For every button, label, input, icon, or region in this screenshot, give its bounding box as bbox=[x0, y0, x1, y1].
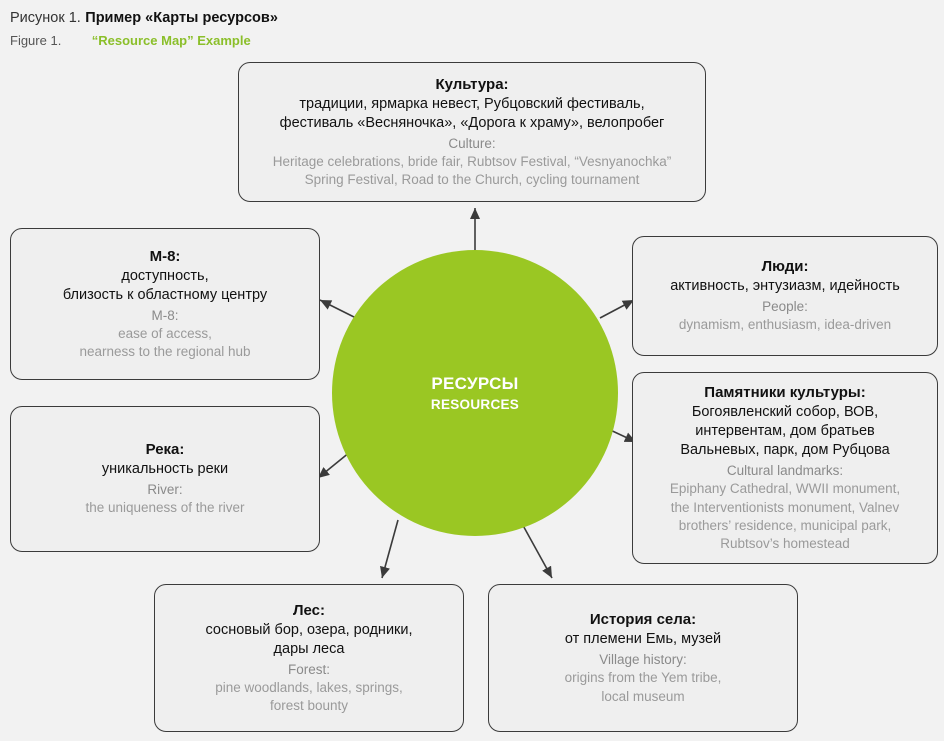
node-river-en-line-1: the uniqueness of the river bbox=[85, 500, 245, 516]
node-forest-ru-line-1: сосновый бор, озера, родники, bbox=[205, 621, 413, 638]
node-landmarks-ru-line-3: Вальневых, парк, дом Рубцова bbox=[680, 442, 890, 459]
caption-english-line bbox=[10, 29, 610, 52]
caption-en-label: Figure 1. bbox=[10, 33, 62, 49]
node-river-en-title: River: bbox=[147, 482, 183, 498]
node-landmarks-en-line-4: Rubtsov’s homestead bbox=[720, 535, 850, 551]
node-landmarks-en-line-2: the Interventionists monument, Valnev bbox=[670, 499, 900, 515]
node-history-ru-line-1: от племени Емь, музей bbox=[564, 631, 722, 648]
node-forest-en-title: Forest: bbox=[287, 661, 330, 677]
node-river bbox=[10, 406, 320, 552]
node-forest-en-line-1: pine woodlands, lakes, springs, bbox=[215, 679, 403, 695]
node-landmarks-ru-line-2: интервентам, дом братьев bbox=[695, 423, 875, 440]
node-m8 bbox=[10, 228, 320, 380]
node-landmarks-en-title: Cultural landmarks: bbox=[726, 463, 844, 479]
caption-russian-line bbox=[10, 6, 610, 29]
node-cultural-landmarks bbox=[632, 372, 938, 564]
node-landmarks-ru-line-1: Богоявленский собор, ВОВ, bbox=[691, 404, 879, 421]
arrow-to-history bbox=[520, 520, 552, 578]
node-m8-ru-title: М-8: bbox=[149, 247, 181, 265]
node-culture-en-line-2: Spring Festival, Road to the Church, cycling tournament bbox=[304, 172, 640, 188]
node-culture-ru-title: Культура: bbox=[435, 75, 509, 93]
node-people-en-line-1: dynamism, enthusiasm, idea-driven bbox=[678, 317, 892, 333]
node-village-history bbox=[488, 584, 798, 732]
node-culture-ru-line-2: фестиваль «Весняночка», «Дорога к храму», велопробег bbox=[279, 114, 665, 131]
node-m8-en-line-2: nearness to the regional hub bbox=[79, 344, 251, 360]
node-m8-en-line-1: ease of access, bbox=[118, 325, 212, 341]
caption-ru-title: Пример «Карты ресурсов» bbox=[85, 10, 278, 26]
node-history-en-title: Village history: bbox=[599, 652, 687, 668]
node-forest-en-line-2: forest bounty bbox=[269, 698, 349, 714]
node-people-ru-line-1: активность, энтузиазм, идейность bbox=[670, 278, 900, 295]
node-m8-ru-line-2: близость к областному центру bbox=[62, 286, 268, 303]
node-culture-ru-line-1: традиции, ярмарка невест, Рубцовский фестиваль, bbox=[299, 95, 645, 112]
caption-en-title: “Resource Map” Example bbox=[91, 33, 251, 49]
arrow-to-people bbox=[600, 300, 634, 318]
node-river-ru-line-1: уникальность реки bbox=[101, 461, 229, 478]
node-culture-en-title: Culture: bbox=[448, 135, 496, 151]
center-label-en: RESOURCES bbox=[430, 397, 520, 412]
node-culture bbox=[238, 62, 706, 202]
center-node-resources bbox=[332, 250, 618, 536]
node-landmarks-en-line-3: brothers’ residence, municipal park, bbox=[678, 517, 892, 533]
node-forest bbox=[154, 584, 464, 732]
node-culture-en-line-1: Heritage celebrations, bride fair, Rubtsov Festival, “Vesnyanochka” bbox=[272, 153, 672, 169]
node-history-en-line-1: origins from the Yem tribe, bbox=[564, 670, 722, 686]
node-m8-en-title: M-8: bbox=[151, 307, 179, 323]
arrow-to-river bbox=[318, 452, 350, 478]
node-people bbox=[632, 236, 938, 356]
caption-ru-label: Рисунок 1. bbox=[10, 10, 81, 26]
node-river-ru-title: Река: bbox=[145, 441, 185, 459]
center-label-ru: РЕСУРСЫ bbox=[431, 374, 519, 393]
node-landmarks-en-line-1: Epiphany Cathedral, WWII monument, bbox=[669, 481, 901, 497]
node-people-ru-title: Люди: bbox=[761, 258, 809, 276]
arrow-to-forest bbox=[382, 520, 398, 578]
node-landmarks-ru-title: Памятники культуры: bbox=[704, 384, 866, 402]
node-m8-ru-line-1: доступность, bbox=[121, 267, 209, 284]
node-history-ru-title: История села: bbox=[589, 611, 697, 629]
node-forest-ru-line-2: дары леса bbox=[273, 640, 345, 657]
figure-caption bbox=[10, 6, 610, 52]
node-forest-ru-title: Лес: bbox=[292, 601, 325, 619]
node-history-en-line-2: local museum bbox=[601, 688, 685, 704]
node-people-en-title: People: bbox=[762, 299, 808, 315]
